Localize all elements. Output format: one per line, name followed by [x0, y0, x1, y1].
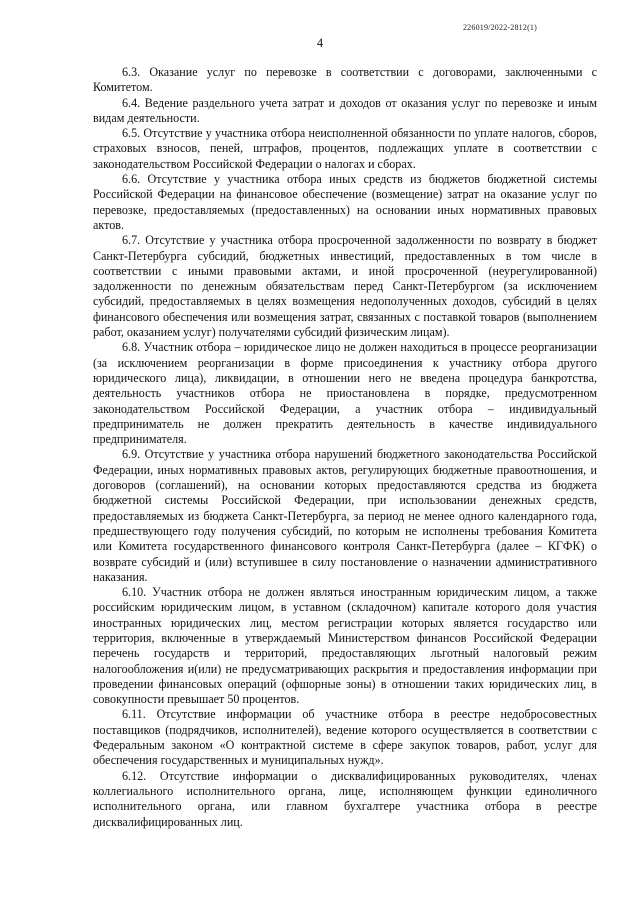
clause-6-5: 6.5. Отсутствие у участника отбора неисполненной обязанности по уплате налогов, сборов, страховых взносов, пеней, штрафов, процентов, подлежащих уплате в соответствии с законодательством Российской Федерации о налогах и сборах. — [93, 126, 597, 171]
document-body — [93, 65, 597, 830]
clause-6-4: 6.4. Ведение раздельного учета затрат и доходов от оказания услуг по перевозке и иным видам деятельности. — [93, 95, 597, 125]
clause-6-9: 6.9. Отсутствие у участника отбора нарушений бюджетного законодательства Российской Федерации, иных нормативных правовых актов, регулирующих бюджетные правоотношения, и договоров (соглашений), на основании которых предоставляются средства из бюджета бюджетной системы Российской Федерации, при использовании денежных средств, предоставляемых из бюджета Санкт-Петербурга, за период не менее одного календарного года, предшествующего году получения субсидий, по которым не исполнены требования Комитета или Комитета государственного финансового контроля Санкт-Петербурга (далее – КГФК) о возврате субсидий и (или) вступившее в силу постановление о назначении административного наказания. — [93, 447, 597, 584]
clause-6-12: 6.12. Отсутствие информации о дисквалифицированных руководителях, членах коллегиального исполнительного органа, лице, исполняющем функции единоличного исполнительного органа, или главном бухгалтере участника отбора в реестре дисквалифицированных лиц. — [93, 768, 597, 829]
clause-6-10: 6.10. Участник отбора не должен являться иностранным юридическим лицом, а также российским юридическим лицом, в уставном (складочном) капитале которого доля участия иностранных юридических лиц, местом регистрации которых является государство или территория, включенные в утверждаемый Министерством финансов Российской Федерации перечень государств и территорий, предоставляющих льготный налоговый режим налогообложения и(или) не предусматривающих раскрытия и предоставления информации при проведении финансовых операций (офшорные зоны) в отношении таких юридических лиц, в совокупности превышает 50 процентов. — [93, 585, 597, 707]
clause-6-8: 6.8. Участник отбора – юридическое лицо не должен находиться в процессе реорганизации (за исключением реорганизации в форме присоединения к участнику отбора другого юридического лица), ликвидации, в отношении него не введена процедура банкротства, деятельность участников отбора не приостановлена в порядке, предусмотренном законодательством Российской Федерации, а участник отбора – индивидуальный предприниматель не должен прекратить деятельность в качестве индивидуального предпринимателя. — [93, 340, 597, 447]
clause-6-3: 6.3. Оказание услуг по перевозке в соответствии с договорами, заключенными с Комитетом. — [93, 65, 597, 95]
page-number: 4 — [316, 36, 324, 50]
clause-6-11: 6.11. Отсутствие информации об участнике отбора в реестре недобросовестных поставщиков (подрядчиков, исполнителей), ведение которого осуществляется в соответствии с Федеральным законом «О контрактной системе в сфере закупок товаров, работ, услуг для обеспечения государственных и муниципальных нужд». — [93, 707, 597, 768]
clause-6-6: 6.6. Отсутствие у участника отбора иных средств из бюджетов бюджетной системы Российской Федерации на финансовое обеспечение (возмещение) затрат на оказание услуг по перевозке, предоставляемых (предоставленных) на основании иных нормативных правовых актов. — [93, 172, 597, 232]
document-id: 226019/2022-2812(1) — [462, 23, 537, 32]
clause-6-7: 6.7. Отсутствие у участника отбора просроченной задолженности по возврату в бюджет Санкт-Петербурга субсидий, бюджетных инвестиций, предоставленных в том числе в соответствии с иными правовыми актами, и иной просроченной (неурегулированной) задолженности по денежным обязательствам перед Санкт-Петербургом (за исключением субсидий, предоставляемых в целях возмещения недополученных доходов, субсидий в целях финансового обеспечения или возмещения затрат, связанных с поставкой товаров (выполнением работ, оказанием услуг) получателями субсидий физическим лицам). — [93, 233, 597, 340]
